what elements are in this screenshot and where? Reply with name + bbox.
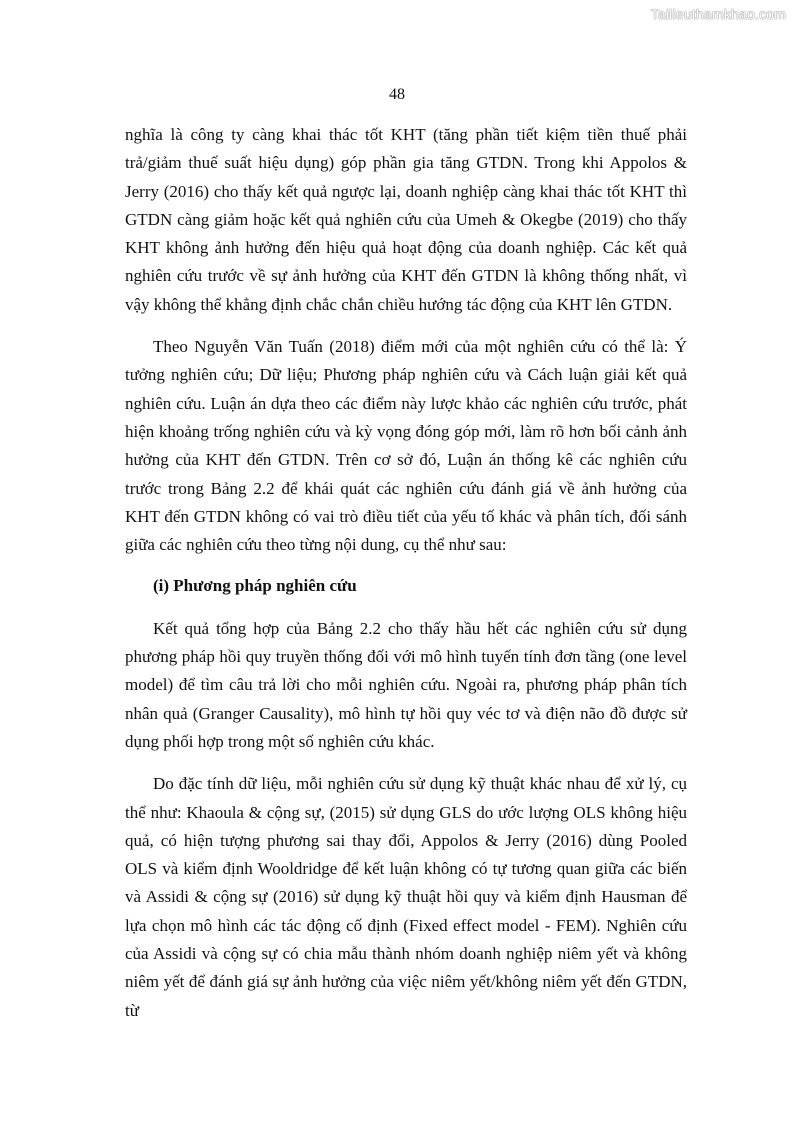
watermark-text: Tailieuthamkhao.com: [650, 6, 786, 22]
paragraph-continuation: nghĩa là công ty càng khai thác tốt KHT (tăng phần tiết kiệm tiền thuế phải trả/giảm thuế suất hiệu dụng) góp phần gia tăng GTDN. Trong khi Appolos & Jerry (2016) cho thấy kết quả ngược lại, doanh nghiệp càng khai thác tốt KHT thì GTDN càng giảm hoặc kết quả nghiên cứu của Umeh & Okegbe (2019) cho thấy KHT không ảnh hưởng đến hiệu quả hoạt động của doanh nghiệp. Các kết quả nghiên cứu trước về sự ảnh hưởng của KHT đến GTDN là không thống nhất, vì vậy không thể khẳng định chắc chắn chiều hướng tác động của KHT lên GTDN.: [125, 125, 687, 314]
page-number: 48: [389, 86, 405, 103]
paragraph-method-summary: Kết quả tổng hợp của Bảng 2.2 cho thấy hầu hết các nghiên cứu sử dụng phương pháp hồi quy truyền thống đối với mô hình tuyến tính đơn tầng (one level model) để tìm câu trả lời cho mỗi nghiên cứu. Ngoài ra, phương pháp phân tích nhân quả (Granger Causality), mô hình tự hồi quy véc tơ và điện não đồ được sử dụng phối hợp trong một số nghiên cứu khác.: [125, 618, 687, 751]
paragraph-research-novelty: Theo Nguyễn Văn Tuấn (2018) điểm mới của một nghiên cứu có thể là: Ý tưởng nghiên cứu; Dữ liệu; Phương pháp nghiên cứu và Cách luận giải kết quả nghiên cứu. Luận án dựa theo các điểm này lược khảo các nghiên cứu trước, phát hiện khoảng trống nghiên cứu và kỳ vọng đóng góp mới, làm rõ hơn bối cảnh ảnh hưởng của KHT đến GTDN. Trên cơ sở đó, Luận án thống kê các nghiên cứu trước trong Bảng 2.2 để khái quát các nghiên cứu đánh giá về ảnh hưởng của KHT đến GTDN không có vai trò điều tiết của yếu tố khác và phân tích, đối sánh giữa các nghiên cứu theo từng nội dung, cụ thể như sau:: [125, 337, 687, 555]
section-heading-research-method: (i) Phương pháp nghiên cứu: [153, 576, 357, 596]
document-body: [125, 121, 687, 1025]
paragraph-data-techniques: Do đặc tính dữ liệu, mỗi nghiên cứu sử dụng kỹ thuật khác nhau để xử lý, cụ thể như: Khaoula & cộng sự, (2015) sử dụng GLS do ước lượng OLS không hiệu quả, có hiện tượng phương sai thay đổi, Appolos & Jerry (2016) dùng Pooled OLS và kiểm định Wooldridge để kết luận không có tự tương quan giữa các biến và Assidi & cộng sự (2016) sử dụng kỹ thuật hồi quy và kiểm định Hausman để lựa chọn mô hình các tác động cố định (Fixed effect model - FEM). Nghiên cứu của Assidi và cộng sự có chia mẫu thành nhóm doanh nghiệp niêm yết và không niêm yết để đánh giá sự ảnh hưởng của việc niêm yết/không niêm yết đến GTDN, từ: [125, 774, 687, 1020]
